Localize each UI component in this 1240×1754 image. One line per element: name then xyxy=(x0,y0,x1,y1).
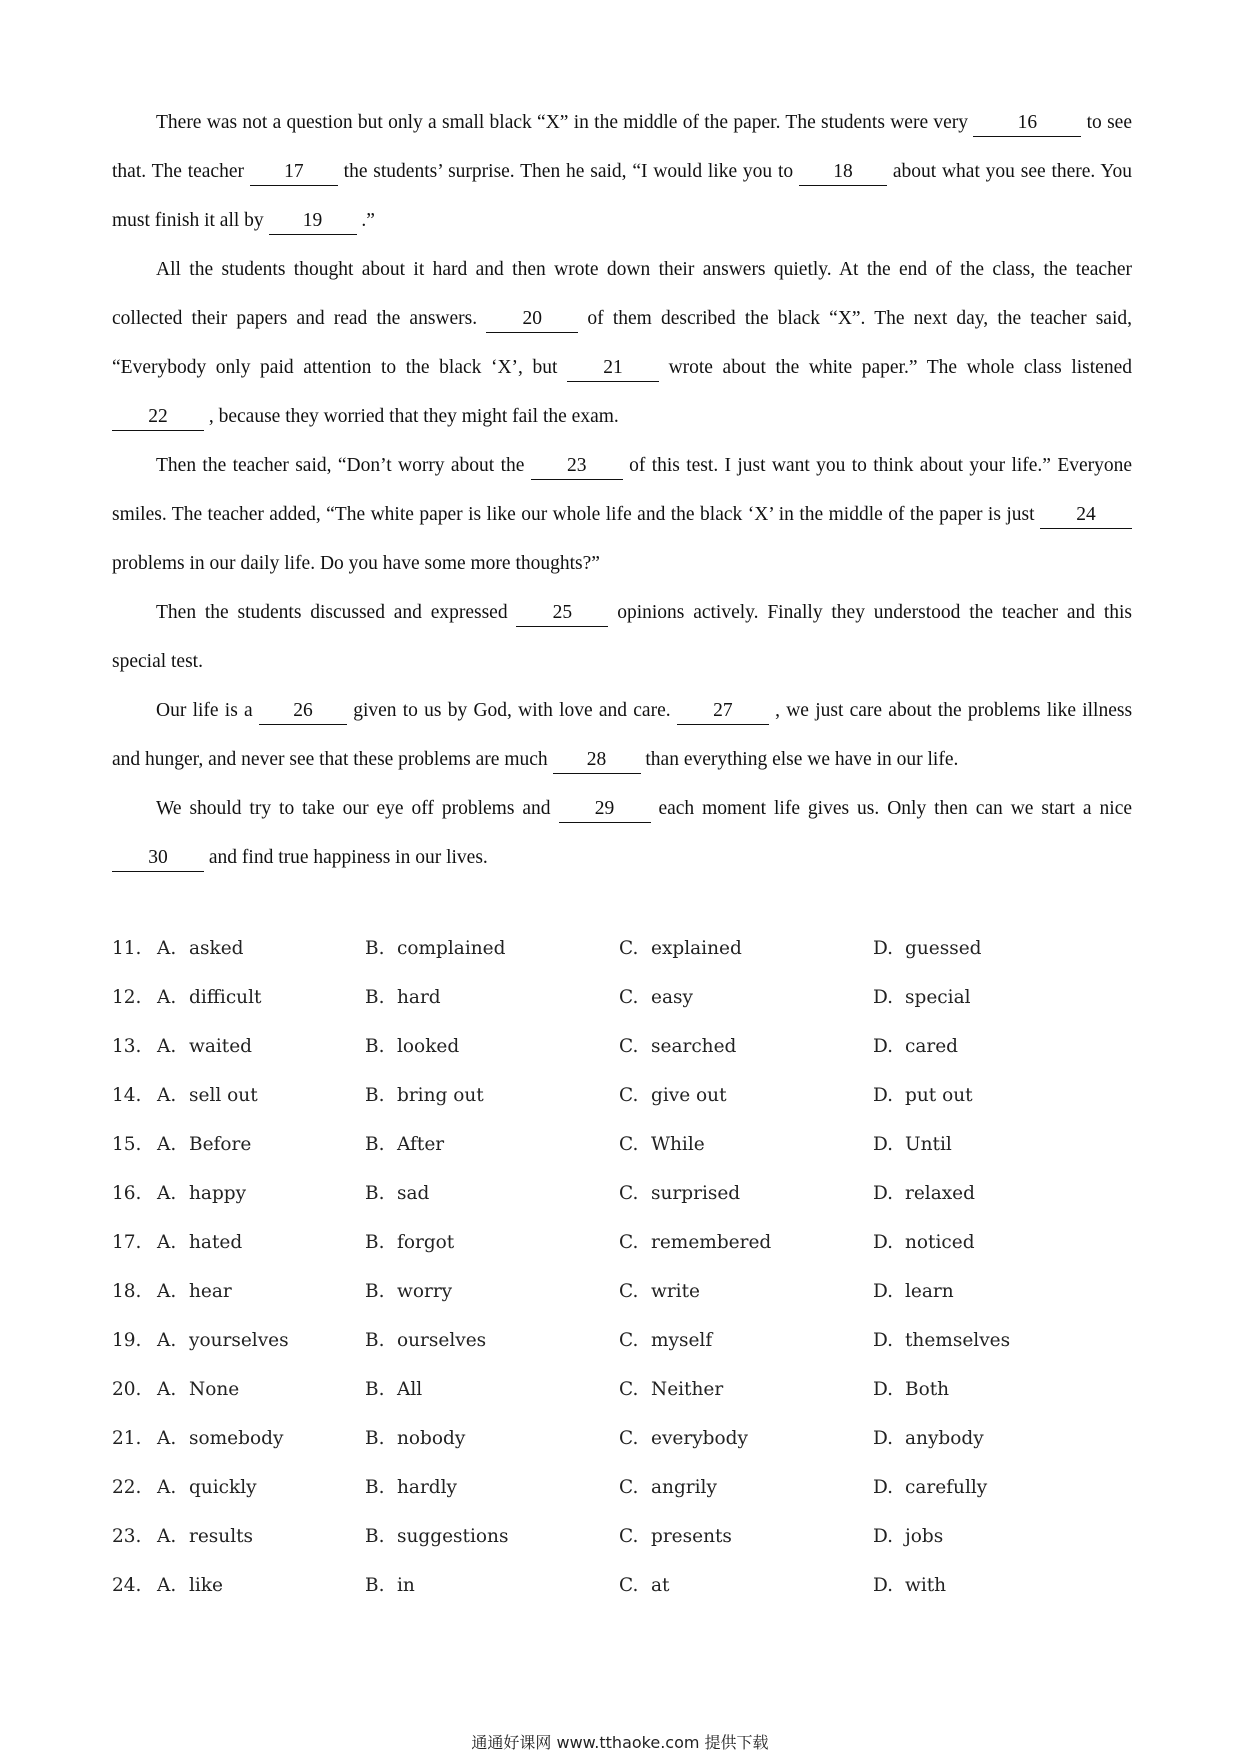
option-text: sad xyxy=(397,1183,430,1204)
option-text: remembered xyxy=(651,1232,772,1253)
option-text: None xyxy=(189,1379,240,1400)
option-c xyxy=(619,1218,771,1267)
option-text: sell out xyxy=(189,1085,258,1106)
paragraph-2 xyxy=(112,245,1132,441)
question-row xyxy=(112,1512,1132,1561)
passage-text: , because they worried that they might fail the exam. xyxy=(208,406,619,427)
question-row xyxy=(112,1267,1132,1316)
passage-text: All the students thought about it hard and then wrote down their answers quietly. At the end of the class, the teacher collected their papers and read the answers. xyxy=(112,259,1132,329)
blank-28: 28 xyxy=(553,747,641,774)
passage-text: We should try to take our eye off problems and xyxy=(156,798,551,819)
option-text: While xyxy=(651,1134,705,1155)
option-c xyxy=(619,1561,669,1610)
question-number: 23. xyxy=(112,1526,142,1547)
blank-25: 25 xyxy=(516,600,608,627)
option-a xyxy=(157,1120,251,1169)
blank-16: 16 xyxy=(973,110,1081,137)
option-text: carefully xyxy=(905,1477,988,1498)
option-text: waited xyxy=(189,1036,253,1057)
option-b xyxy=(365,1169,429,1218)
passage-text: , we just care about the problems like illness and hunger, and never see that these problems are much xyxy=(112,700,1133,770)
option-text: yourselves xyxy=(189,1330,289,1351)
option-text: put out xyxy=(905,1085,973,1106)
passage-text: of this test. I just want you to think about your life.” Everyone smiles. The teacher added, “The white paper is like our whole life and the black ‘X’ in the middle of the paper is just xyxy=(112,455,1133,525)
option-letter: C. xyxy=(619,1477,639,1498)
option-d xyxy=(873,1120,952,1169)
option-text: All xyxy=(397,1379,423,1400)
blank-20: 20 xyxy=(486,306,578,333)
blank-19: 19 xyxy=(269,208,357,235)
option-b xyxy=(365,1267,452,1316)
option-a xyxy=(157,1218,242,1267)
option-letter: A. xyxy=(157,1379,177,1400)
option-c xyxy=(619,1071,727,1120)
passage-text: Then the teacher said, “Don’t worry about the xyxy=(156,455,525,476)
option-text: special xyxy=(905,987,971,1008)
option-letter: B. xyxy=(365,1330,385,1351)
option-letter: A. xyxy=(157,1183,177,1204)
option-letter: C. xyxy=(619,1281,639,1302)
option-c xyxy=(619,1169,740,1218)
option-text: at xyxy=(651,1575,670,1596)
option-letter: A. xyxy=(157,987,177,1008)
option-text: give out xyxy=(651,1085,727,1106)
passage-text: .” xyxy=(361,210,375,231)
question-number: 21. xyxy=(112,1428,142,1449)
passage-text: to see that. The teacher xyxy=(112,112,1132,182)
option-text: worry xyxy=(397,1281,453,1302)
passage-text: problems in our daily life. Do you have some more thoughts?” xyxy=(112,553,600,574)
option-letter: D. xyxy=(873,987,894,1008)
option-text: relaxed xyxy=(905,1183,975,1204)
option-text: results xyxy=(189,1526,254,1547)
option-letter: C. xyxy=(619,1232,639,1253)
option-b xyxy=(365,924,505,973)
option-text: quickly xyxy=(189,1477,257,1498)
question-number: 18. xyxy=(112,1281,142,1302)
blank-24: 24 xyxy=(1040,502,1132,529)
option-d xyxy=(873,1316,1010,1365)
option-a xyxy=(157,1316,289,1365)
passage-text: of them described the black “X”. The next day, the teacher said, “Everybody only paid attention to the black ‘X’, but xyxy=(112,308,1132,378)
question-number: 17. xyxy=(112,1232,142,1253)
option-letter: D. xyxy=(873,1428,894,1449)
option-c xyxy=(619,1463,717,1512)
option-a xyxy=(157,1512,253,1561)
cloze-passage xyxy=(112,98,1132,882)
blank-30: 30 xyxy=(112,845,204,872)
question-row xyxy=(112,1561,1132,1610)
option-letter: B. xyxy=(365,1085,385,1106)
option-text: happy xyxy=(189,1183,247,1204)
option-d xyxy=(873,1022,958,1071)
option-letter: A. xyxy=(157,1036,177,1057)
option-b xyxy=(365,1218,454,1267)
passage-text: each moment life gives us. Only then can we start a nice xyxy=(658,798,1133,819)
option-text: in xyxy=(397,1575,415,1596)
option-letter: D. xyxy=(873,1330,894,1351)
option-d xyxy=(873,1169,975,1218)
option-letter: C. xyxy=(619,1575,639,1596)
option-letter: C. xyxy=(619,1134,639,1155)
option-text: After xyxy=(397,1134,445,1155)
option-letter: C. xyxy=(619,1428,639,1449)
option-text: easy xyxy=(651,987,693,1008)
blank-17: 17 xyxy=(250,159,338,186)
paragraph-1 xyxy=(112,98,1132,245)
option-letter: B. xyxy=(365,1036,385,1057)
option-text: noticed xyxy=(905,1232,975,1253)
blank-26: 26 xyxy=(259,698,347,725)
option-text: ourselves xyxy=(397,1330,487,1351)
option-d xyxy=(873,1365,949,1414)
blank-22: 22 xyxy=(112,404,204,431)
option-text: Until xyxy=(905,1134,952,1155)
option-d xyxy=(873,1218,975,1267)
option-text: bring out xyxy=(397,1085,484,1106)
option-text: suggestions xyxy=(397,1526,509,1547)
option-d xyxy=(873,1561,946,1610)
page-footer: 通通好课网 www.tthaoke.com 提供下载 xyxy=(471,1733,769,1752)
option-letter: D. xyxy=(873,1183,894,1204)
option-b xyxy=(365,1365,422,1414)
option-text: forgot xyxy=(397,1232,455,1253)
option-text: nobody xyxy=(397,1428,466,1449)
question-row xyxy=(112,1022,1132,1071)
question-row xyxy=(112,924,1132,973)
question-row xyxy=(112,1463,1132,1512)
paragraph-5 xyxy=(112,686,1132,784)
passage-text: Our life is a xyxy=(156,700,253,721)
option-c xyxy=(619,1022,736,1071)
passage-text: wrote about the white paper.” The whole class listened xyxy=(668,357,1132,378)
option-d xyxy=(873,1071,973,1120)
option-letter: A. xyxy=(157,1134,177,1155)
question-row xyxy=(112,1316,1132,1365)
option-letter: D. xyxy=(873,1085,894,1106)
option-letter: D. xyxy=(873,1134,894,1155)
option-b xyxy=(365,1022,459,1071)
option-text: learn xyxy=(905,1281,954,1302)
option-letter: B. xyxy=(365,1183,385,1204)
option-text: hardly xyxy=(397,1477,457,1498)
option-letter: A. xyxy=(157,1330,177,1351)
option-text: Before xyxy=(189,1134,252,1155)
option-a xyxy=(157,924,244,973)
question-number: 14. xyxy=(112,1085,142,1106)
option-text: jobs xyxy=(905,1526,944,1547)
question-number: 22. xyxy=(112,1477,142,1498)
option-text: angrily xyxy=(651,1477,717,1498)
option-a xyxy=(157,1022,252,1071)
blank-18: 18 xyxy=(799,159,887,186)
passage-text: Then the students discussed and expressed xyxy=(156,602,508,623)
option-letter: D. xyxy=(873,1232,894,1253)
blank-21: 21 xyxy=(567,355,659,382)
option-letter: B. xyxy=(365,1134,385,1155)
option-b xyxy=(365,973,441,1022)
option-text: asked xyxy=(189,938,244,959)
blank-23: 23 xyxy=(531,453,623,480)
option-letter: A. xyxy=(157,1428,177,1449)
option-text: write xyxy=(651,1281,700,1302)
option-a xyxy=(157,1365,239,1414)
option-letter: D. xyxy=(873,1477,894,1498)
option-text: themselves xyxy=(905,1330,1011,1351)
option-c xyxy=(619,1512,732,1561)
passage-text: opinions actively. Finally they understood the teacher and this special test. xyxy=(112,602,1133,672)
option-letter: B. xyxy=(365,938,385,959)
option-text: guessed xyxy=(905,938,982,959)
option-letter: A. xyxy=(157,1526,177,1547)
passage-text: There was not a question but only a small black “X” in the middle of the paper. The students were very xyxy=(156,112,969,133)
option-letter: B. xyxy=(365,1281,385,1302)
option-letter: C. xyxy=(619,938,639,959)
option-letter: B. xyxy=(365,1232,385,1253)
option-d xyxy=(873,1512,943,1561)
question-row xyxy=(112,1218,1132,1267)
option-letter: D. xyxy=(873,938,894,959)
question-number: 16. xyxy=(112,1183,142,1204)
option-c xyxy=(619,1414,748,1463)
option-letter: C. xyxy=(619,987,639,1008)
option-letter: A. xyxy=(157,1281,177,1302)
option-a xyxy=(157,1561,223,1610)
option-letter: B. xyxy=(365,1526,385,1547)
option-text: hard xyxy=(397,987,441,1008)
option-letter: B. xyxy=(365,1428,385,1449)
option-d xyxy=(873,1463,987,1512)
option-b xyxy=(365,1120,444,1169)
passage-text: given to us by God, with love and care. xyxy=(353,700,671,721)
question-number: 12. xyxy=(112,987,142,1008)
option-text: Both xyxy=(905,1379,950,1400)
option-letter: D. xyxy=(873,1036,894,1057)
option-letter: A. xyxy=(157,1232,177,1253)
option-text: explained xyxy=(651,938,742,959)
question-number: 11. xyxy=(112,938,142,959)
option-c xyxy=(619,924,742,973)
option-text: hear xyxy=(189,1281,232,1302)
option-b xyxy=(365,1561,415,1610)
paragraph-4 xyxy=(112,588,1132,686)
option-text: somebody xyxy=(189,1428,284,1449)
question-number: 15. xyxy=(112,1134,142,1155)
option-a xyxy=(157,1169,246,1218)
passage-text: and find true happiness in our lives. xyxy=(208,847,488,868)
option-a xyxy=(157,1071,258,1120)
option-letter: A. xyxy=(157,938,177,959)
option-letter: B. xyxy=(365,1477,385,1498)
answer-options-list xyxy=(112,924,1132,1610)
option-c xyxy=(619,1365,723,1414)
paragraph-3 xyxy=(112,441,1132,588)
option-b xyxy=(365,1071,484,1120)
question-row xyxy=(112,1120,1132,1169)
option-d xyxy=(873,1414,984,1463)
option-text: complained xyxy=(397,938,506,959)
option-letter: B. xyxy=(365,1575,385,1596)
question-number: 20. xyxy=(112,1379,142,1400)
option-letter: A. xyxy=(157,1085,177,1106)
option-d xyxy=(873,973,971,1022)
option-a xyxy=(157,1414,283,1463)
question-row xyxy=(112,973,1132,1022)
option-letter: C. xyxy=(619,1526,639,1547)
option-c xyxy=(619,1267,700,1316)
option-text: searched xyxy=(651,1036,737,1057)
option-text: with xyxy=(905,1575,947,1596)
option-text: surprised xyxy=(651,1183,741,1204)
option-letter: D. xyxy=(873,1526,894,1547)
question-number: 24. xyxy=(112,1575,142,1596)
option-text: cared xyxy=(905,1036,959,1057)
passage-text: the students’ surprise. Then he said, “I would like you to xyxy=(343,161,794,182)
option-letter: D. xyxy=(873,1575,894,1596)
option-text: myself xyxy=(651,1330,713,1351)
option-letter: D. xyxy=(873,1379,894,1400)
option-d xyxy=(873,924,981,973)
option-a xyxy=(157,1267,232,1316)
passage-text: than everything else we have in our life. xyxy=(645,749,959,770)
option-c xyxy=(619,1120,705,1169)
option-text: Neither xyxy=(651,1379,724,1400)
option-b xyxy=(365,1414,465,1463)
option-text: everybody xyxy=(651,1428,748,1449)
option-letter: C. xyxy=(619,1183,639,1204)
option-letter: C. xyxy=(619,1085,639,1106)
question-number: 13. xyxy=(112,1036,142,1057)
option-c xyxy=(619,973,693,1022)
option-d xyxy=(873,1267,954,1316)
option-text: hated xyxy=(189,1232,243,1253)
question-row xyxy=(112,1071,1132,1120)
option-text: difficult xyxy=(189,987,262,1008)
option-letter: A. xyxy=(157,1477,177,1498)
option-a xyxy=(157,1463,257,1512)
option-text: anybody xyxy=(905,1428,984,1449)
option-letter: C. xyxy=(619,1379,639,1400)
passage-text: about what you see there. You must finish it all by xyxy=(112,161,1133,231)
blank-27: 27 xyxy=(677,698,769,725)
option-letter: A. xyxy=(157,1575,177,1596)
option-b xyxy=(365,1316,486,1365)
option-letter: C. xyxy=(619,1036,639,1057)
option-c xyxy=(619,1316,712,1365)
option-a xyxy=(157,973,261,1022)
option-b xyxy=(365,1463,457,1512)
option-b xyxy=(365,1512,508,1561)
option-letter: B. xyxy=(365,1379,385,1400)
option-letter: C. xyxy=(619,1330,639,1351)
blank-29: 29 xyxy=(559,796,651,823)
question-row xyxy=(112,1365,1132,1414)
option-letter: D. xyxy=(873,1281,894,1302)
question-row xyxy=(112,1169,1132,1218)
option-text: presents xyxy=(651,1526,732,1547)
option-letter: B. xyxy=(365,987,385,1008)
question-row xyxy=(112,1414,1132,1463)
option-text: like xyxy=(189,1575,223,1596)
paragraph-6 xyxy=(112,784,1132,882)
question-number: 19. xyxy=(112,1330,142,1351)
option-text: looked xyxy=(397,1036,460,1057)
